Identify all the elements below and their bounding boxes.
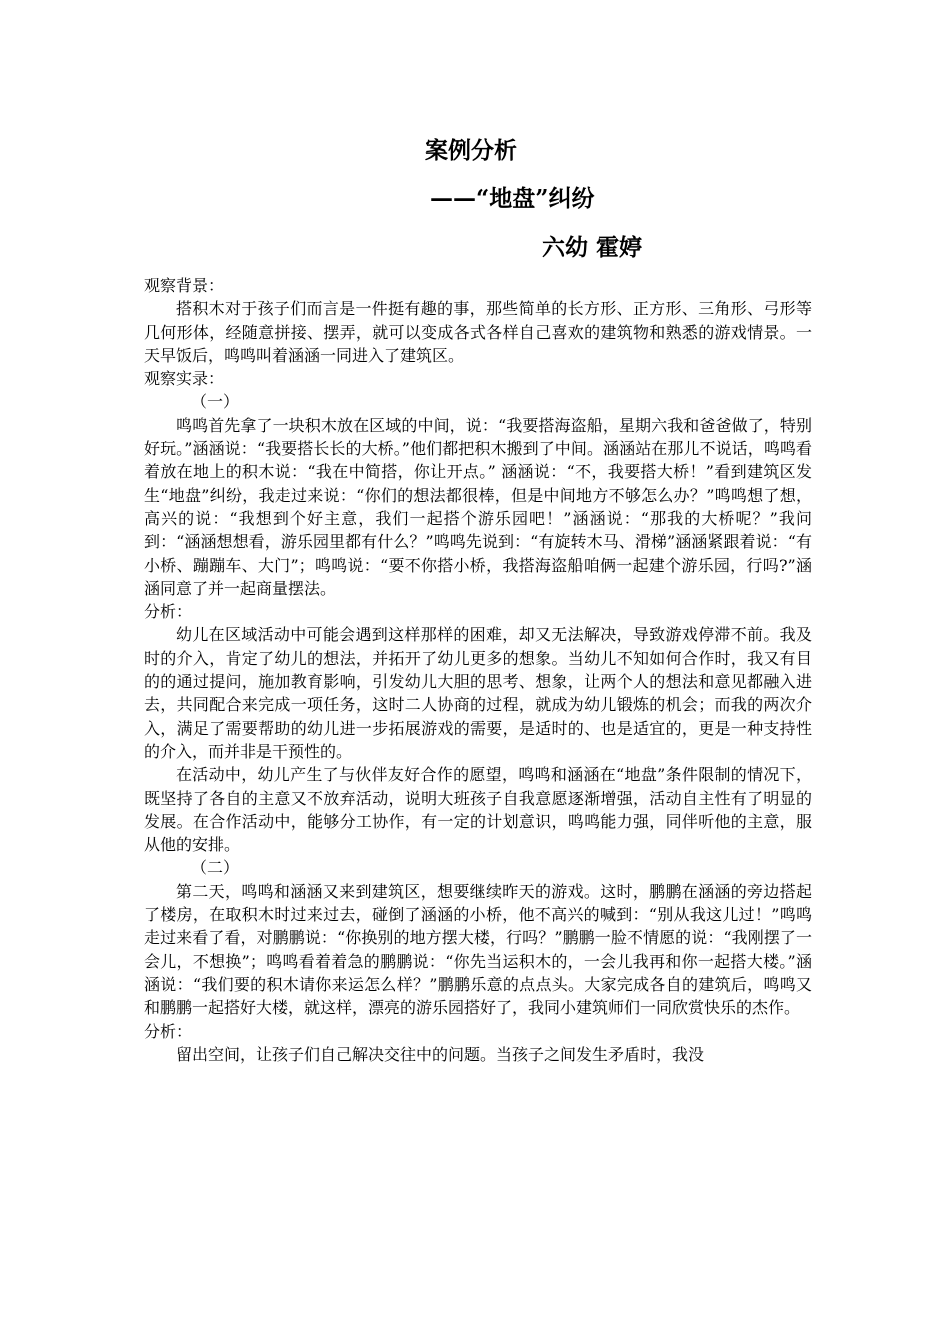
section-heading-background: 观察背景： [144,276,225,295]
document-body [144,274,812,1066]
document-title: 案例分析 [425,137,517,164]
paragraph-record-one: 鸣鸣首先拿了一块积木放在区域的中间，说：“我要搭海盗船，星期六我和爸爸做了，特别好玩。”涵涵说：“我要搭长长的大桥。”他们都把积木搬到了中间。涵涵站在那儿不说话，鸣鸣看着放在地上的积木说：“我在中简搭，你让开点。” 涵涵说：“不，我要搭大桥！”看到建筑区发生“地盘”纠纷，我走过来说：“你们的想法都很棒，但是中间地方不够怎么办？”鸣鸣想了想，高兴的说：“我想到个好主意，我们一起搭个游乐园吧！”涵涵说：“那我的大桥呢？”我问到：“涵涵想想看，游乐园里都有什么？”鸣鸣先说到：“有旋转木马、滑梯”涵涵紧跟着说：“有小桥、蹦蹦车、大门”；鸣鸣说：“要不你搭小桥，我搭海盗船咱俩一起建个游乐园，行吗?”涵涵同意了并一起商量摆法。 [144,415,812,598]
paragraph-record-two: 第二天，鸣鸣和涵涵又来到建筑区，想要继续昨天的游戏。这时，鹏鹏在涵涵的旁边搭起了楼房，在取积木时过来过去，碰倒了涵涵的小桥，他不高兴的喊到：“别从我这儿过！”鸣鸣走过来看了看，对鹏鹏说：“你换别的地方摆大楼，行吗？”鹏鹏一脸不情愿的说：“我刚摆了一会儿，不想换”；鸣鸣看着着急的鹏鹏说：“你先当运积木的，一会儿我再和你一起搭大楼。”涵涵说：“我们要的积木请你来运怎么样？”鹏鹏乐意的点点头。大家完成各自的建筑后，鸣鸣又和鹏鹏一起搭好大楼，就这样，漂亮的游乐园搭好了，我同小建筑师们一同欣赏快乐的杰作。 [144,881,812,1018]
document-subtitle: ——“地盘”纠纷 [430,185,595,212]
paragraph-analysis-one-b: 在活动中，幼儿产生了与伙伴友好合作的愿望，鸣鸣和涵涵在“地盘”条件限制的情况下，既坚持了各自的主意又不放弃活动，说明大班孩子自我意愿逐渐增强，活动自主性有了明显的发展。在合作活动中，能够分工协作，有一定的计划意识，鸣鸣能力强，同伴听他的主意，服从他的安排。 [144,765,812,855]
subsection-label-two: （二） [191,858,240,878]
section-heading-record: 观察实录： [144,369,225,389]
author-line: 六幼 霍婷 [542,234,643,261]
section-heading-analysis-one: 分析： [144,602,193,622]
paragraph-analysis-two: 留出空间，让孩子们自己解决交往中的问题。当孩子之间发生矛盾时，我没 [176,1044,705,1064]
paragraph-analysis-one-a: 幼儿在区域活动中可能会遇到这样那样的困难，却又无法解决，导致游戏停滞不前。我及时的介入，肯定了幼儿的想法，并拓开了幼儿更多的想象。当幼儿不知如何合作时，我又有目的的通过提问，施加教育影响，引发幼儿大胆的思考、想象，让两个人的想法和意见都融入进去，共同配合来完成一项任务，这时二人协商的过程，就成为幼儿锻炼的机会；而我的两次介入，满足了需要帮助的幼儿进一步拓展游戏的需要，是适时的、也是适宜的，更是一种支持性的介入，而并非是干预性的。 [144,625,812,761]
paragraph-background: 搭积木对于孩子们而言是一件挺有趣的事，那些简单的长方形、正方形、三角形、弓形等几何形体，经随意拼接、摆弄，就可以变成各式各样自己喜欢的建筑物和熟悉的游戏情景。一天早饭后，鸣鸣叫着涵涵一同进入了建筑区。 [144,299,812,365]
subsection-label-one: （一） [191,392,240,412]
section-heading-analysis-two: 分析： [144,1021,193,1041]
